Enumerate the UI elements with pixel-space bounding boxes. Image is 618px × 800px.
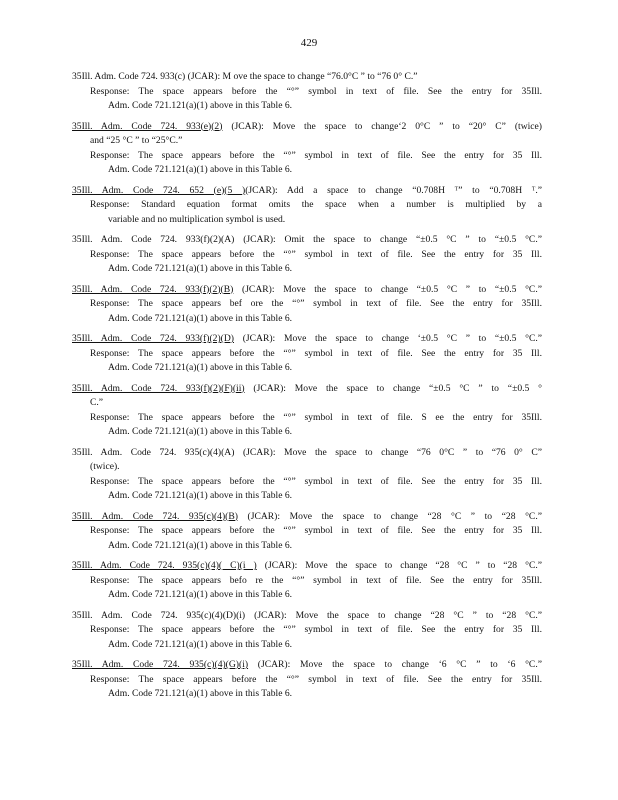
entry-heading-continuation: (twice). (90, 461, 120, 472)
response-text: Response: The space appears before the “°” symbol in text of file. See the entry for 35Ill. (90, 85, 542, 97)
entry (72, 382, 542, 440)
entry (72, 184, 542, 228)
entry-reference: 35Ill. Adm. Code 724. 933(f)(2)(B) (72, 283, 234, 295)
entry (72, 510, 542, 554)
entry (72, 233, 542, 277)
entry-reference: 35Ill. Adm. Code 724. 935(c)(4)(A) (72, 446, 235, 458)
response-text: Response: The space appears before the “°” symbol in text of file. S ee the entry for 35Ill. (90, 411, 542, 423)
entry-heading (72, 609, 542, 624)
response-continuation: Adm. Code 721.121(a)(1) above in this Table 6. (108, 638, 293, 650)
entry (72, 658, 542, 702)
entry-heading (72, 283, 542, 298)
response-text: Response: The space appears before the “°” symbol in text of file. See the entry for 35Ill. (90, 673, 542, 685)
response-text: Response: The space appears before the “°” symbol in text of file. See the entry for 35 Ill. (90, 248, 542, 260)
entry-heading (72, 510, 542, 525)
response-continuation: variable and no multiplication symbol is used. (108, 213, 286, 225)
entry-reference: 35Ill. Adm. Code 724. 933(f)(2)(A) (72, 234, 235, 245)
response-continuation: Adm. Code 721.121(a)(1) above in this Table 6. (108, 263, 293, 274)
entry (72, 70, 542, 114)
entry (72, 332, 542, 376)
entry-heading-continuation: C.” (90, 397, 104, 408)
entry-heading (72, 332, 542, 347)
entry-reference: 35Ill. Adm. Code 724. 652 (e)(5 ) (72, 184, 246, 196)
entry-change: (JCAR): Move the space to change ‘±0.5 °C ” to “±0.5 °C.” (233, 333, 542, 344)
entry (72, 609, 542, 653)
entry-change: (JCAR): Move the space to change “28 °C ” to “28 °C.” (237, 510, 542, 522)
page-number: 429 (300, 37, 318, 49)
response-continuation: Adm. Code 721.121(a)(1) above in this Table 6. (108, 490, 293, 501)
entry-change: (JCAR): Move the space to change “76 0°C ” to “76 0° C” (234, 446, 542, 458)
response-text: Response: The space appears bef ore the “°” symbol in text of file. See the entry for 35Ill. (90, 298, 542, 309)
entry (72, 446, 542, 504)
entry-reference: 35Ill. Adm. Code 724. 933(e)(2) (72, 120, 223, 132)
response-text: Response: The space appears before the “°” symbol in text of file. See the entry for 35 Ill. (90, 347, 542, 359)
response-continuation: Adm. Code 721.121(a)(1) above in this Table 6. (108, 164, 293, 175)
entry-change: (JCAR): Add a space to change “0.708H ᵀ” to “0.708H ᵀ.” (245, 184, 542, 196)
entry-reference: 35Ill. Adm. Code 724. 933(f)(2)(F)(ii) (72, 382, 245, 394)
response-text: Response: Standard equation format omits the space when a number is multiplied by a (90, 199, 542, 210)
entry-heading (72, 120, 542, 135)
entry-change: (JCAR): Move the space to change ‘6 °C ” to ‘6 °C.” (248, 659, 542, 670)
entry-heading (72, 70, 542, 85)
response-continuation: Adm. Code 721.121(a)(1) above in this Table 6. (108, 589, 293, 600)
entry-heading (72, 658, 542, 673)
response-text: Response: The space appears before the “°” symbol in text of file. See the entry for 35 Ill. (90, 624, 542, 635)
entry-heading (72, 233, 542, 248)
entry-change: (JCAR): Move the space to change “±0.5 °C ” to “±0.5 °C.” (233, 283, 542, 295)
entry-reference: 35Ill. Adm. Code 724. 933(c) (72, 71, 186, 82)
response-text: Response: The space appears before the “°” symbol in text of file. See the entry for 35 Ill. (90, 525, 542, 536)
entry-heading (72, 382, 542, 397)
entry-reference: 35Ill. Adm. Code 724. 935(c)(4)( C)(i ) (72, 560, 257, 571)
entry-change: (JCAR): Move the space to change‘2 0°C ” to “20° C” (twice) (222, 120, 543, 132)
response-continuation: Adm. Code 721.121(a)(1) above in this Table 6. (108, 539, 293, 551)
response-text: Response: The space appears before the “°” symbol in text of file. See the entry for 35 Ill. (90, 475, 542, 487)
entry-change: (JCAR): Move the space to change “±0.5 °C ” to “±0.5 ° (244, 382, 542, 394)
entry (72, 559, 542, 603)
entry-heading (72, 184, 542, 199)
entry-change: (JCAR): Move the space to change “28 °C ” to “28 °C.” (245, 609, 542, 621)
entry-change: (JCAR): Omit the space to change “±0.5 °C ” to “±0.5 °C.” (234, 234, 542, 245)
entry-reference: 35Ill. Adm. Code 724. 935(c)(4)(B) (72, 510, 238, 522)
response-continuation: Adm. Code 721.121(a)(1) above in this Table 6. (108, 362, 293, 373)
entry-reference: 35Ill. Adm. Code 724. 935(c)(4)(D)(i) (72, 609, 246, 621)
response-text: Response: The space appears befo re the “°” symbol in text of file. See the entry for 35Ill. (90, 574, 542, 586)
response-continuation: Adm. Code 721.121(a)(1) above in this Table 6. (108, 312, 293, 324)
entry-heading-continuation: and “25 °C ” to “25°C.” (90, 135, 183, 146)
comment-entries (72, 70, 542, 708)
entry-change: (JCAR): Move the space to change “28 °C ” to “28 °C.” (256, 560, 543, 571)
response-text: Response: The space appears before the “°” symbol in text of file. See the entry for 35 Ill. (90, 149, 542, 161)
entry-heading (72, 446, 542, 461)
response-continuation: Adm. Code 721.121(a)(1) above in this Table 6. (108, 426, 293, 437)
entry-reference: 35Ill. Adm. Code 724. 933(f)(2)(D) (72, 333, 234, 344)
response-continuation: Adm. Code 721.121(a)(1) above in this Table 6. (108, 100, 293, 111)
entry (72, 283, 542, 327)
response-continuation: Adm. Code 721.121(a)(1) above in this Table 6. (108, 688, 293, 699)
entry-change: (JCAR): M ove the space to change “76.0°C ” to “76 0° C.” (185, 71, 418, 82)
entry-reference: 35Ill. Adm. Code 724. 935(c)(4)(G)(i) (72, 659, 249, 670)
entry (72, 120, 542, 178)
entry-heading (72, 559, 542, 574)
